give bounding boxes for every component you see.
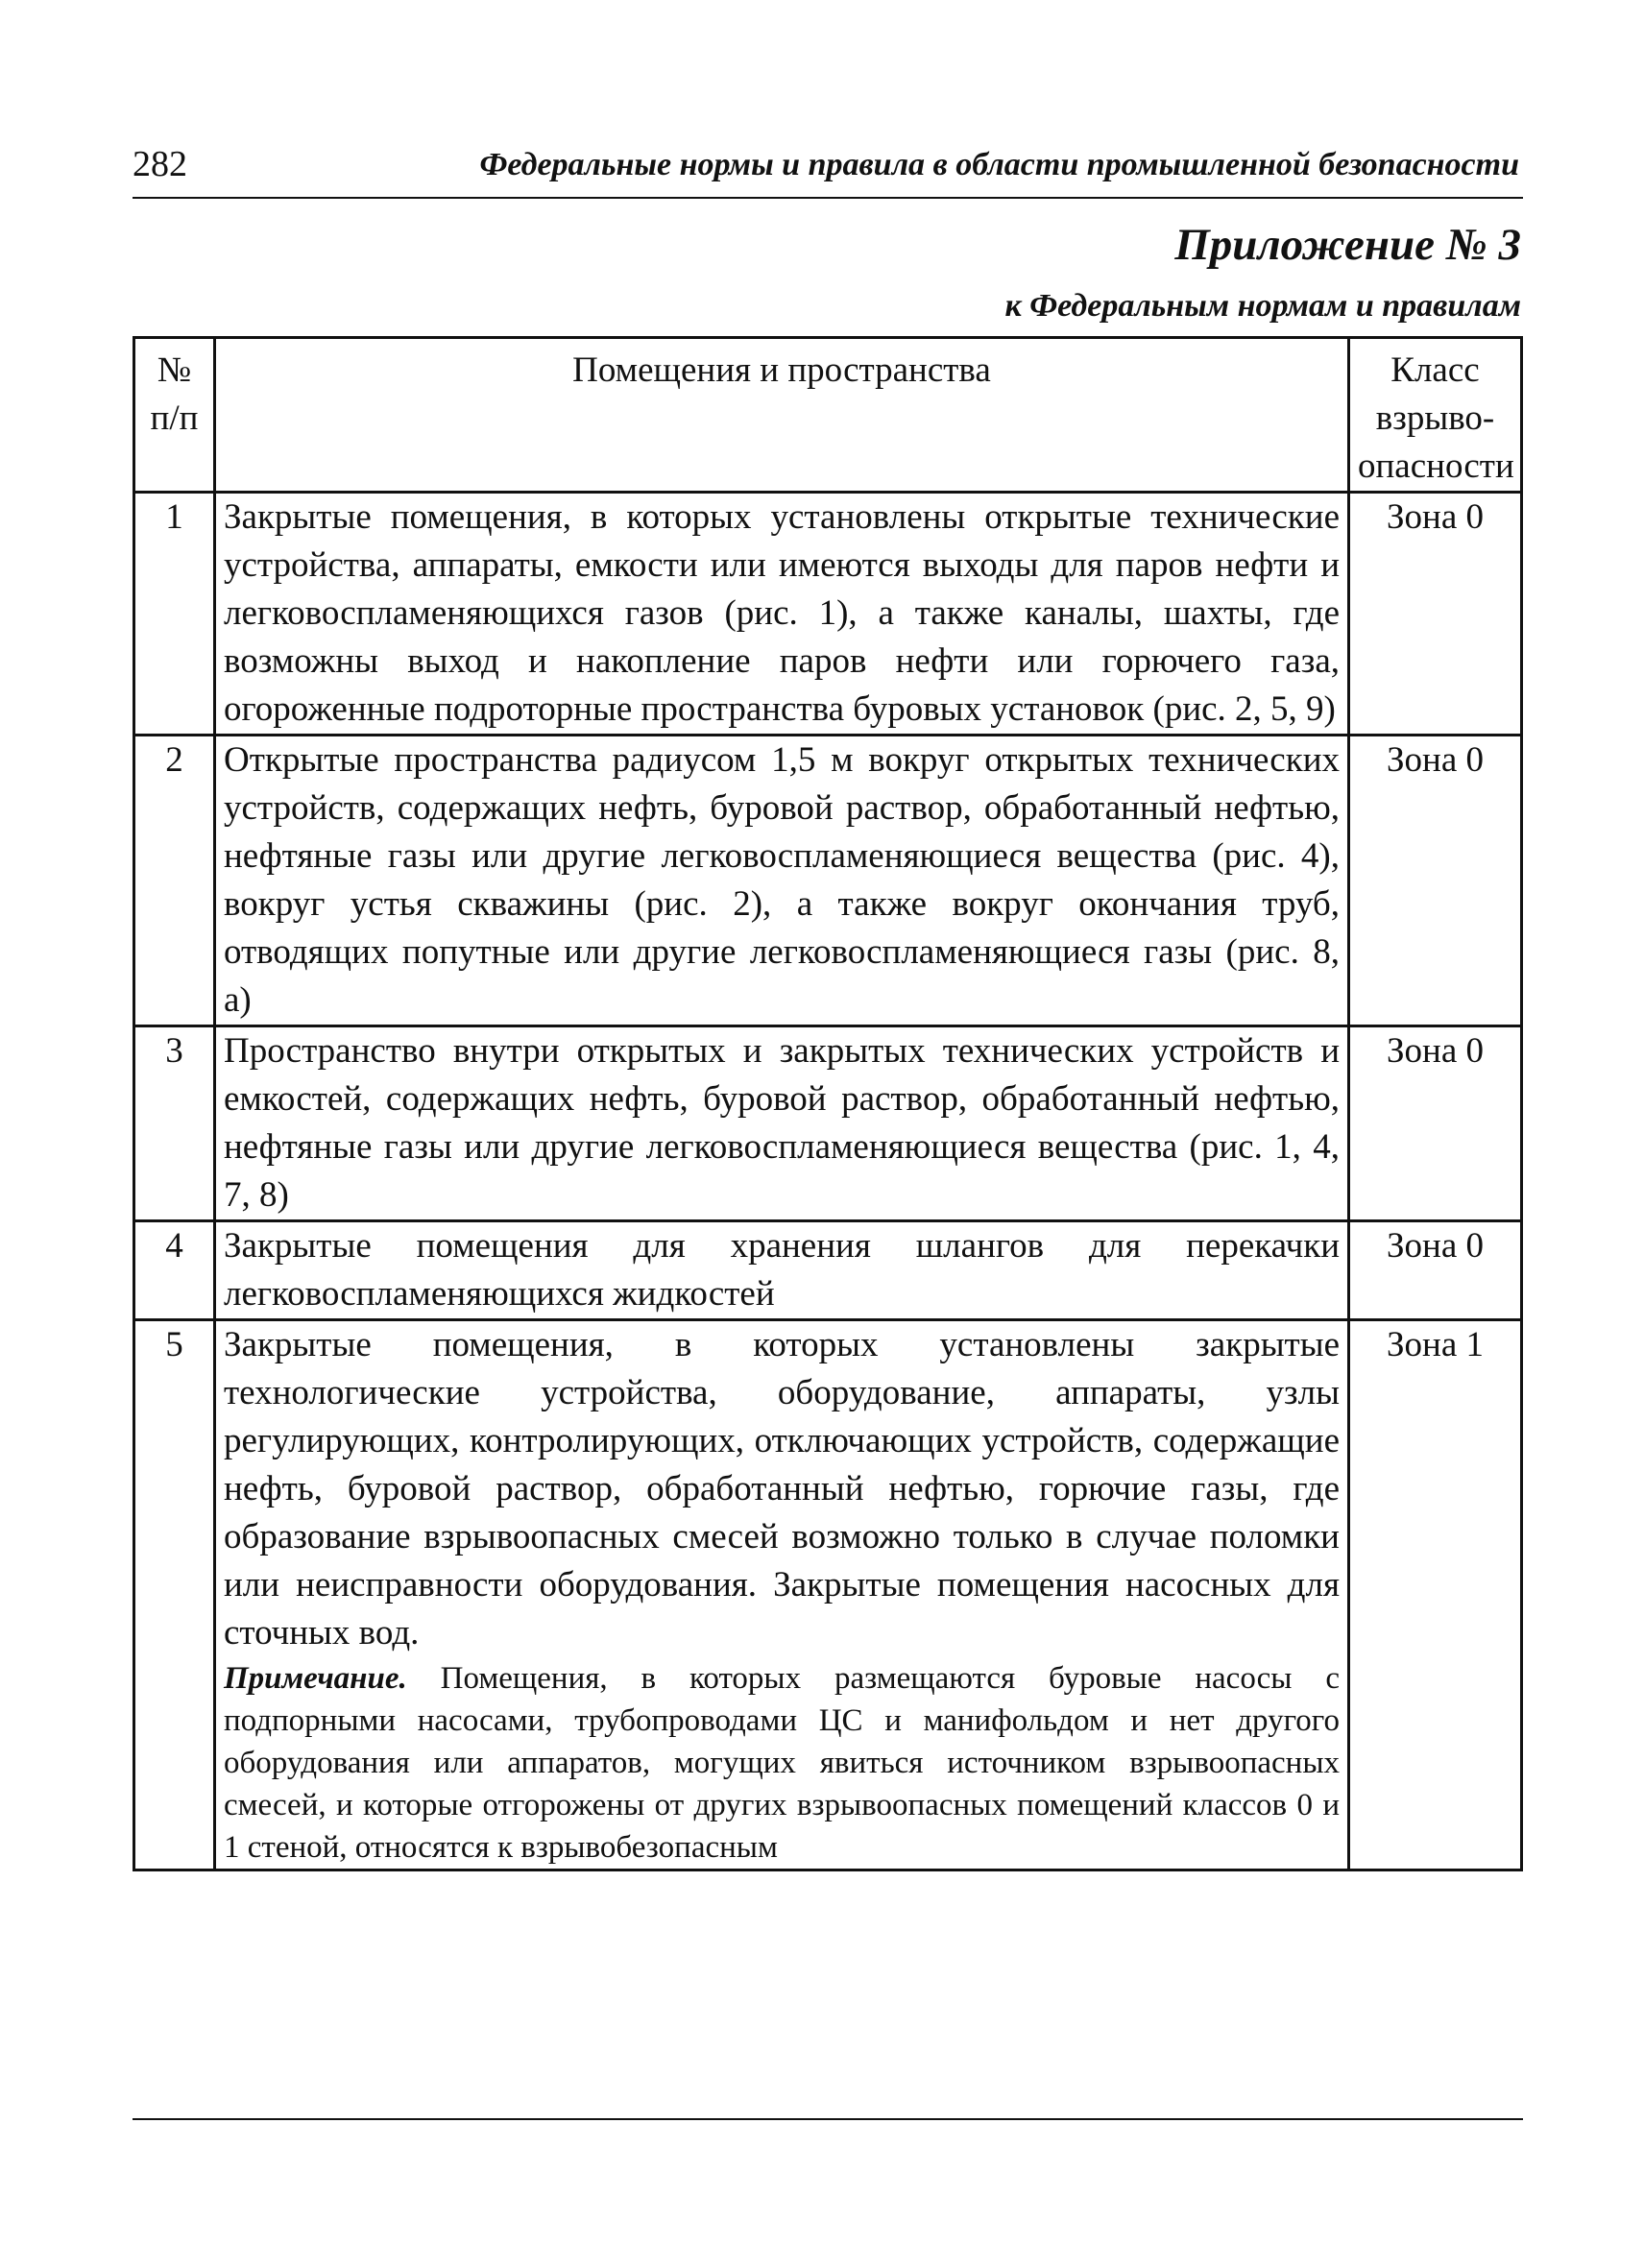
table-row xyxy=(134,1320,1522,1870)
table-row xyxy=(134,1026,1522,1221)
row-zone: Зона 0 xyxy=(1349,493,1522,736)
row-description: Закрытые помещения, в которых установлены открытые технические устройства, аппараты, емкости или имеются выходы для паров нефти и легковоспламеняющихся газов (рис. 1), а также каналы, шахты, где возможны выход и накопление паров нефти или горючего газа, огороженные подроторные пространства буровых установок (рис. 2, 5, 9) xyxy=(215,493,1349,736)
row-description: Пространство внутри открытых и закрытых технических устройств и емкостей, содержащих нефть, буровой раствор, обработанный нефтью, нефтяные газы или другие легковоспламеняющиеся вещества (рис. 1, 4, 7, 8) xyxy=(215,1026,1349,1221)
row-zone: Зона 0 xyxy=(1349,736,1522,1026)
header-class: Класс взрыво-опасности xyxy=(1349,338,1522,493)
table-header-row xyxy=(134,338,1522,493)
row-number: 4 xyxy=(134,1221,215,1320)
row-number: 1 xyxy=(134,493,215,736)
row-description: Открытые пространства радиусом 1,5 м вокруг открытых технических устройств, содержащих нефть, буровой раствор, обработанный нефтью, нефтяные газы или другие легковоспламеняющиеся вещества (рис. 4), вокруг устья скважины (рис. 2), а также вокруг окончания труб, отводящих попутные или другие легковоспламеняющиеся газы (рис. 8, а) xyxy=(215,736,1349,1026)
note-label: Примечание. xyxy=(224,1661,407,1696)
row-description: Закрытые помещения для хранения шлангов для перекачки легковоспламеняющихся жидкостей xyxy=(215,1221,1349,1320)
row-number: 3 xyxy=(134,1026,215,1221)
row-note xyxy=(224,1657,1340,1869)
appendix-subtitle: к Федеральным нормам и правилам xyxy=(1004,288,1521,324)
running-title: Федеральные нормы и правила в области промышленной безопасности xyxy=(479,147,1519,182)
row-main-text: Закрытые помещения, в которых установлены закрытые технологические устройства, оборудование, аппараты, узлы регулирующих, контролирующих, отключающих устройств, содержащие нефть, буровой раствор, обработанный нефтью, горючие газы, где образование взрывоопасных смесей возможно только в случае поломки или неисправности оборудования. Закрытые помещения насосных для сточных вод. xyxy=(224,1325,1340,1653)
row-number: 2 xyxy=(134,736,215,1026)
table-row xyxy=(134,493,1522,736)
row-zone: Зона 1 xyxy=(1349,1320,1522,1870)
row-zone: Зона 0 xyxy=(1349,1026,1522,1221)
page-number: 282 xyxy=(133,144,187,184)
row-zone: Зона 0 xyxy=(1349,1221,1522,1320)
header-number: № п/п xyxy=(134,338,215,493)
table-row xyxy=(134,1221,1522,1320)
table-row xyxy=(134,736,1522,1026)
hazard-zones-table xyxy=(133,336,1523,1871)
footer-rule xyxy=(133,2118,1523,2120)
row-description xyxy=(215,1320,1349,1870)
appendix-title: Приложение № 3 xyxy=(1174,220,1521,270)
note-text: Помещения, в которых размещаются буровые насосы с подпорными насосами, трубопроводами ЦС и манифольдом и нет другого оборудования или аппаратов, могущих явиться источником взрывоопасных смесей, и которые отгорожены от других взрывоопасных помещений классов 0 и 1 стеной, относятся к взрывобезопасным xyxy=(224,1661,1340,1865)
page-header xyxy=(133,139,1523,199)
header-spaces: Помещения и пространства xyxy=(215,338,1349,493)
row-number: 5 xyxy=(134,1320,215,1870)
